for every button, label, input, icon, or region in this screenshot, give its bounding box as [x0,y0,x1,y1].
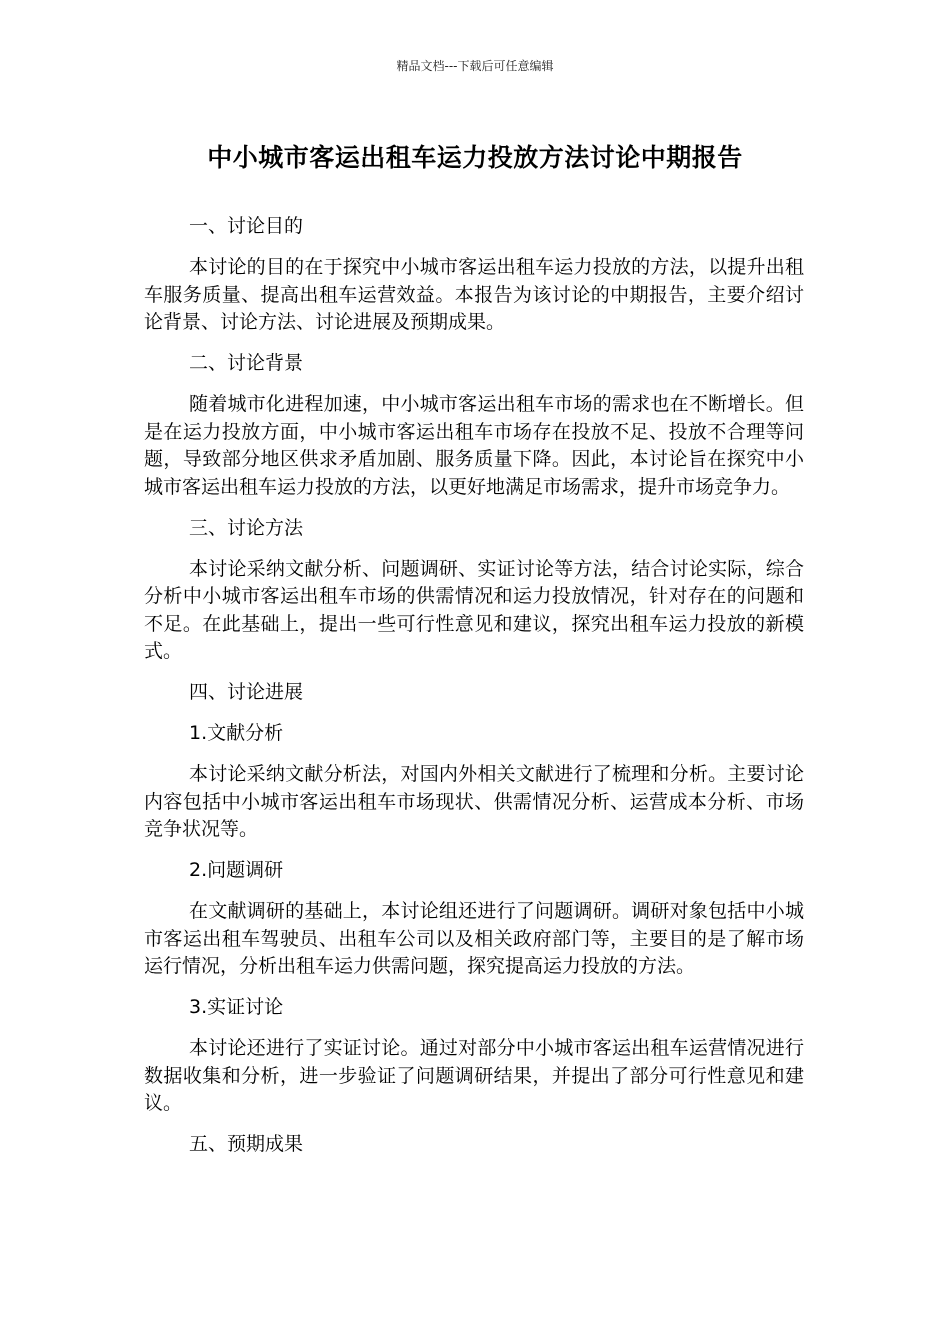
paragraph: 本讨论的目的在于探究中小城市客运出租车运力投放的方法，以提升出租车服务质量、提高出租车运营效益。本报告为该讨论的中期报告，主要介绍讨论背景、讨论方法、讨论进展及预期成果。 [144,256,804,333]
section-heading: 二、讨论背景 [189,352,304,374]
section-heading: 五、预期成果 [189,1133,304,1155]
document-body [144,213,804,1172]
subsection-heading: 2.问题调研 [189,859,284,881]
paragraph: 本讨论采纳文献分析法，对国内外相关文献进行了梳理和分析。主要讨论内容包括中小城市客运出租车市场现状、供需情况分析、运营成本分析、市场竞争状况等。 [144,763,804,840]
section-heading: 四、讨论进展 [189,681,304,703]
document-title: 中小城市客运出租车运力投放方法讨论中期报告 [207,143,743,172]
page-header: 精品文档---下载后可任意编辑 [396,59,554,73]
paragraph: 本讨论采纳文献分析、问题调研、实证讨论等方法，结合讨论实际，综合分析中小城市客运出租车市场的供需情况和运力投放情况，针对存在的问题和不足。在此基础上，提出一些可行性意见和建议，探究出租车运力投放的新模式。 [144,557,804,662]
subsection-heading: 1.文献分析 [189,722,284,744]
paragraph: 本讨论还进行了实证讨论。通过对部分中小城市客运出租车运营情况进行数据收集和分析，进一步验证了问题调研结果，并提出了部分可行性意见和建议。 [144,1037,804,1114]
subsection-heading: 3.实证讨论 [189,996,284,1018]
paragraph: 在文献调研的基础上，本讨论组还进行了问题调研。调研对象包括中小城市客运出租车驾驶员、出租车公司以及相关政府部门等，主要目的是了解市场运行情况，分析出租车运力供需问题，探究提高运力投放的方法。 [144,900,804,977]
section-heading: 一、讨论目的 [189,215,304,237]
paragraph: 随着城市化进程加速，中小城市客运出租车市场的需求也在不断增长。但是在运力投放方面，中小城市客运出租车市场存在投放不足、投放不合理等问题，导致部分地区供求矛盾加剧、服务质量下降。因此，本讨论旨在探究中小城市客运出租车运力投放的方法，以更好地满足市场需求，提升市场竞争力。 [144,393,804,498]
section-heading: 三、讨论方法 [189,516,304,539]
